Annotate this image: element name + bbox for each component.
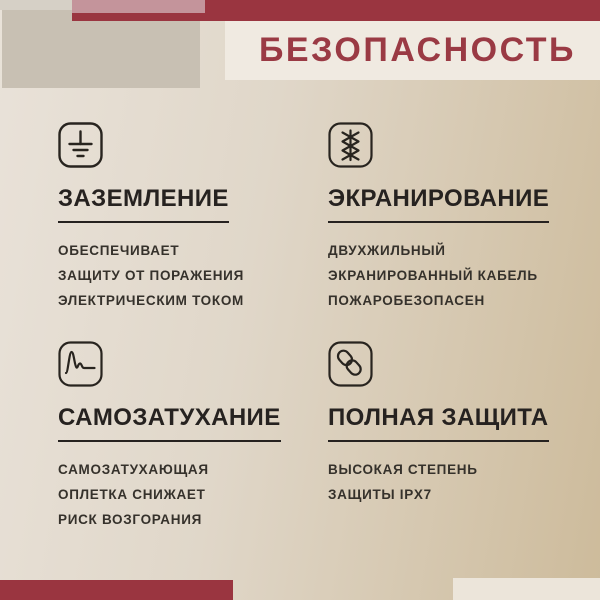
header-title-box <box>225 21 600 80</box>
desc-line: РИСК ВОЗГОРАНИЯ <box>58 512 203 527</box>
section-full-protection <box>328 341 588 507</box>
feature-title: ПОЛНАЯ ЗАЩИТА <box>328 404 549 442</box>
desc-line: ВЫСОКАЯ СТЕПЕНЬ <box>328 462 478 477</box>
desc-line: ДВУХЖИЛЬНЫЙ <box>328 243 446 258</box>
desc-line: ОПЛЕТКА СНИЖАЕТ <box>58 487 206 502</box>
section-grounding <box>58 122 318 313</box>
ground-icon <box>58 122 103 168</box>
feature-description <box>328 238 588 313</box>
decor-bottom-red-rect <box>0 580 233 600</box>
feature-title: ЭКРАНИРОВАНИЕ <box>328 185 549 223</box>
feature-description <box>58 457 318 532</box>
section-shielding <box>328 122 588 313</box>
section-self-extinguishing <box>58 341 318 532</box>
decor-bottom-cream-rect <box>453 578 600 600</box>
braided-shield-icon <box>328 122 373 168</box>
decor-pink-rect <box>72 0 205 13</box>
feature-description <box>328 457 588 507</box>
desc-line: САМОЗАТУХАЮЩАЯ <box>58 462 209 477</box>
page-title: БЕЗОПАСНОСТЬ <box>258 31 576 69</box>
desc-line: ОБЕСПЕЧИВАЕТ <box>58 243 180 258</box>
decor-gray-block <box>2 10 200 88</box>
desc-line: ЭКРАНИРОВАННЫЙ КАБЕЛЬ <box>328 268 538 283</box>
feature-description <box>58 238 318 313</box>
chain-link-icon <box>328 341 373 387</box>
desc-line: ЭЛЕКТРИЧЕСКИМ ТОКОМ <box>58 293 244 308</box>
feature-title: ЗАЗЕМЛЕНИЕ <box>58 185 229 223</box>
desc-line: ЗАЩИТЫ IPX7 <box>328 487 432 502</box>
desc-line: ПОЖАРОБЕЗОПАСЕН <box>328 293 485 308</box>
desc-line: ЗАЩИТУ ОТ ПОРАЖЕНИЯ <box>58 268 244 283</box>
decor-lightgray-strip <box>0 0 76 10</box>
decay-curve-icon <box>58 341 103 387</box>
feature-title: САМОЗАТУХАНИЕ <box>58 404 281 442</box>
